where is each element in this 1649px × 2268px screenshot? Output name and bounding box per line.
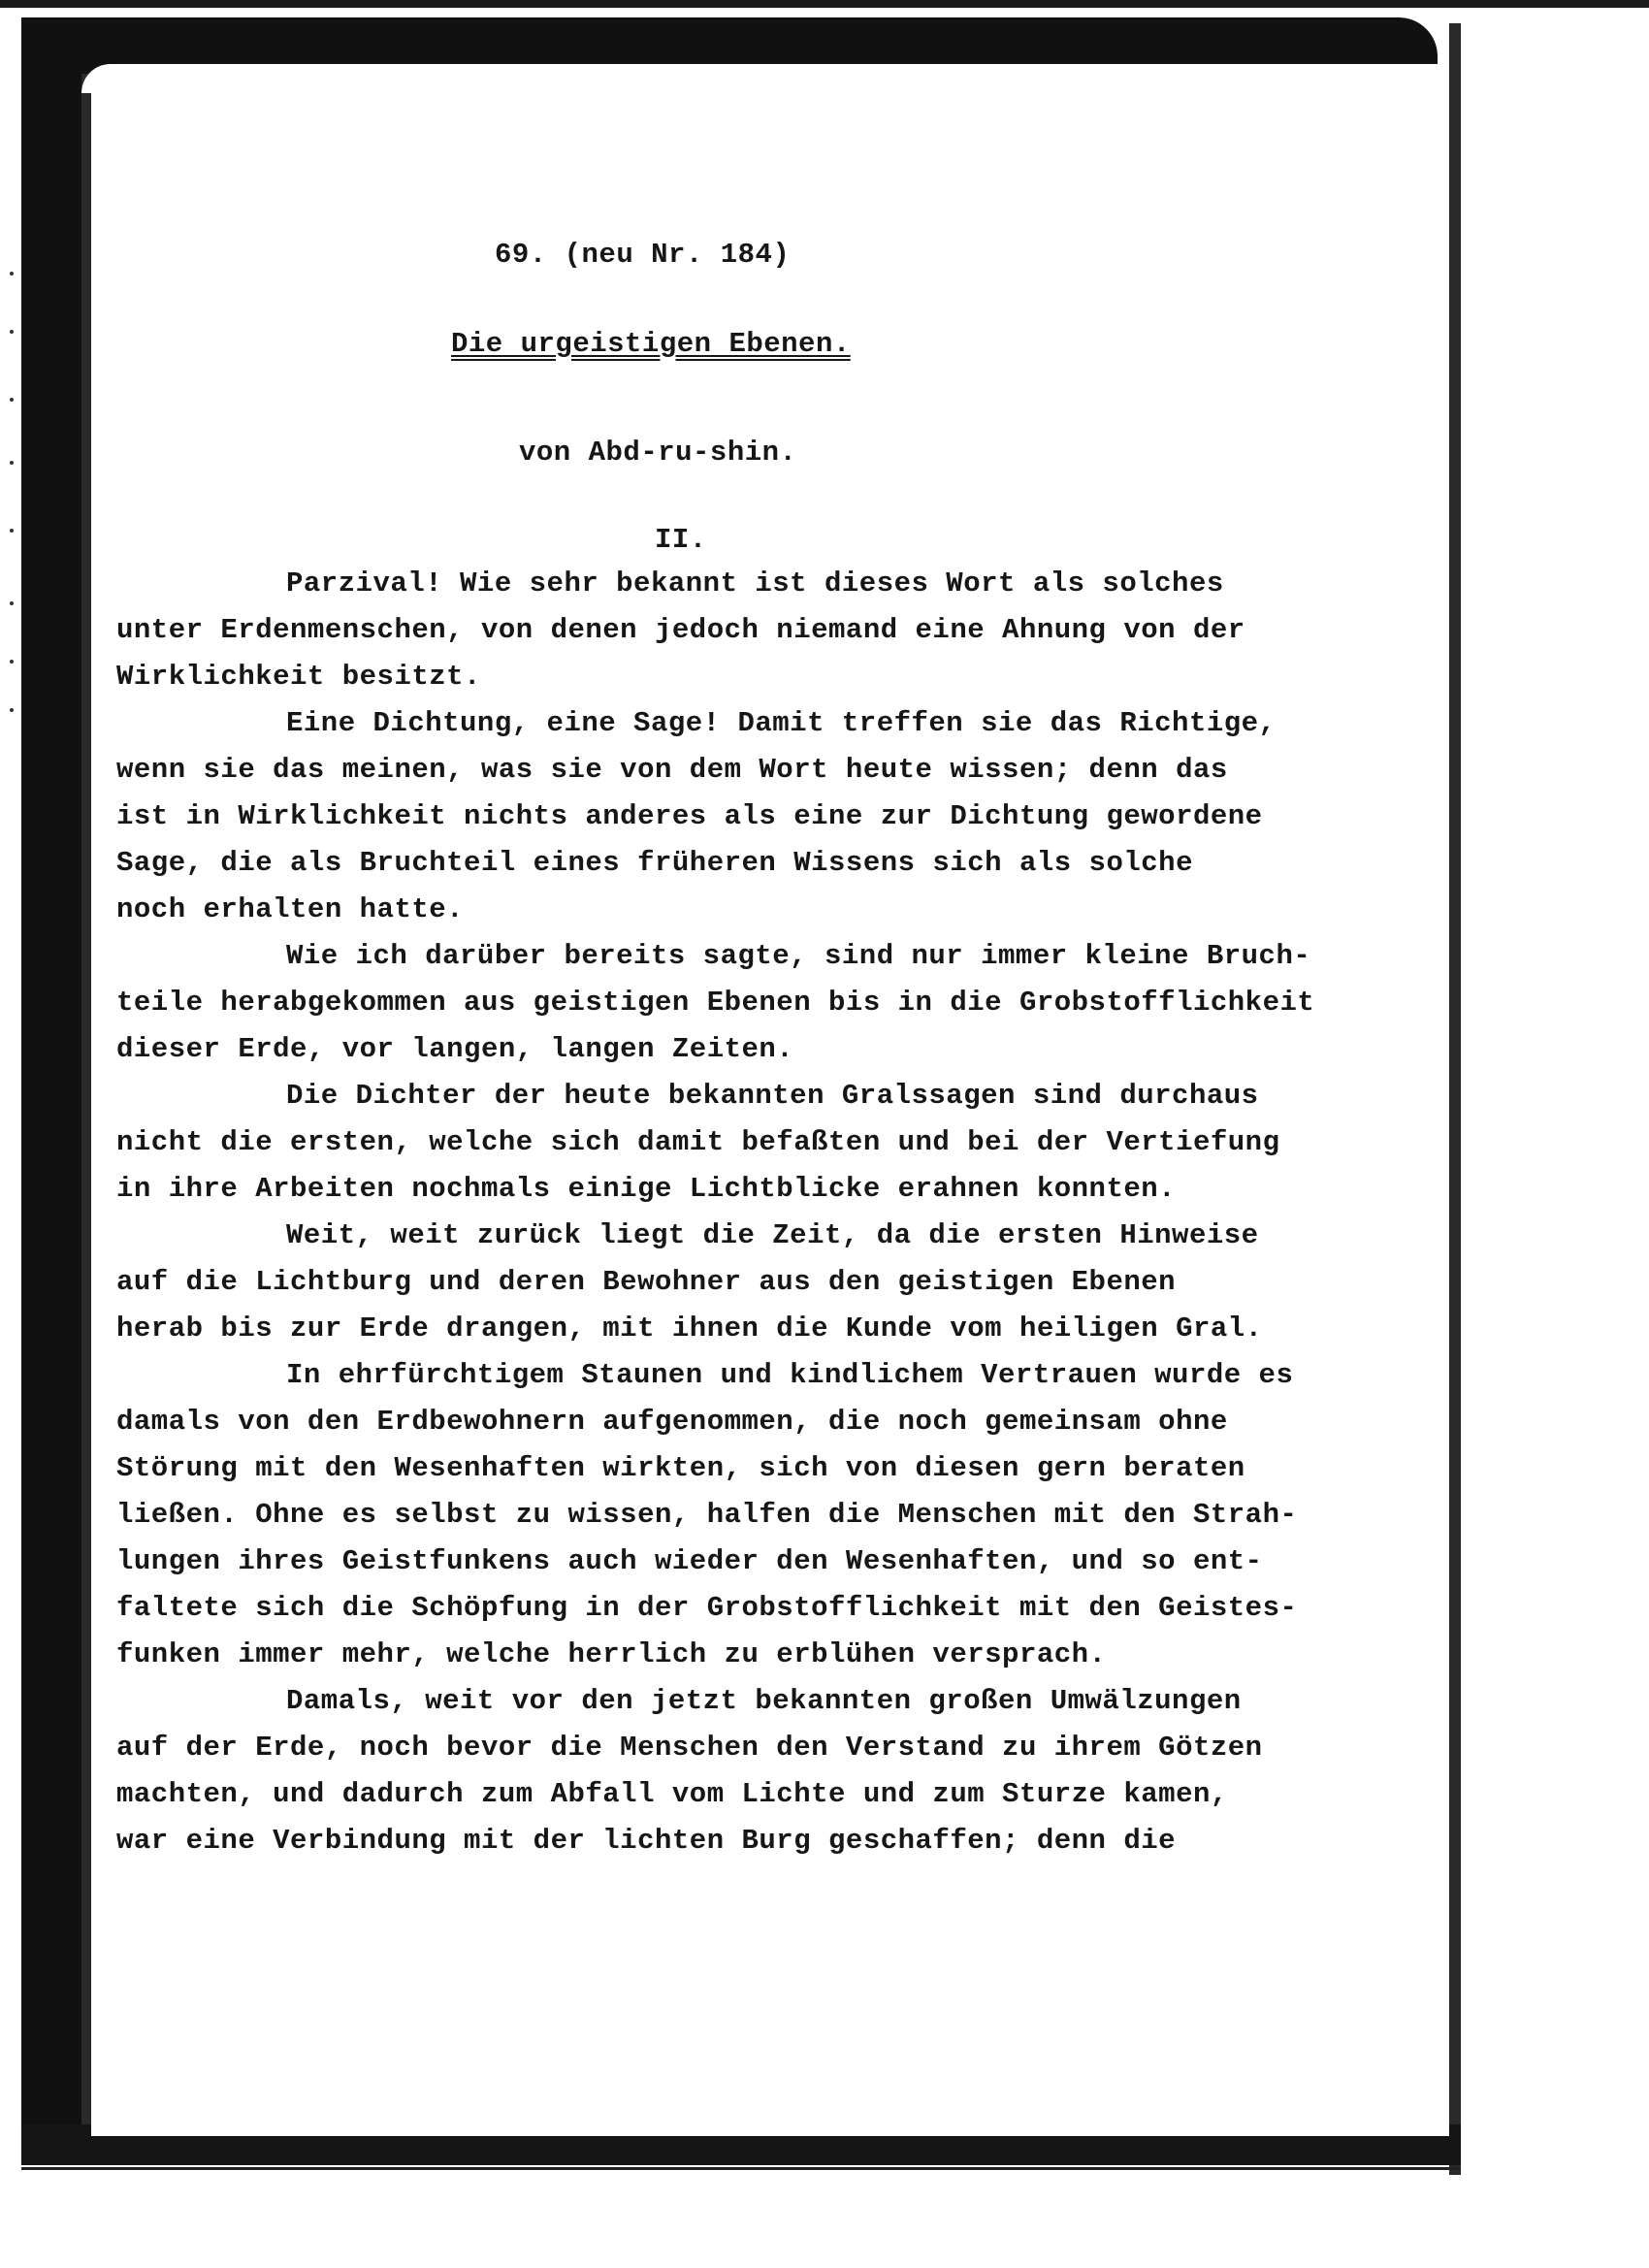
text-line: funken immer mehr, welche herrlich zu erblühen versprach. (116, 1638, 1107, 1670)
body-text (116, 567, 1416, 1871)
text-line: Sage, die als Bruchteil eines früheren Wissens sich als solche (116, 847, 1193, 879)
scan-edge-left (21, 17, 81, 2156)
text-line: faltete sich die Schöpfung in der Grobstofflichkeit mit den Geistes- (116, 1592, 1298, 1624)
author-line: von Abd-ru-shin. (519, 437, 797, 469)
scan-edge-right (1449, 23, 1461, 2175)
text-line: noch erhalten hatte. (116, 893, 465, 925)
text-line: machten, und dadurch zum Abfall vom Lichte und zum Sturze kamen, (116, 1778, 1228, 1810)
paper-corner (81, 64, 1459, 93)
text-line: wenn sie das meinen, was sie von dem Wort heute wissen; denn das (116, 754, 1228, 786)
text-line: auf die Lichtburg und deren Bewohner aus den geistigen Ebenen (116, 1266, 1177, 1298)
margin-marks (0, 78, 19, 757)
text-line: war eine Verbindung mit der lichten Burg geschaffen; denn die (116, 1825, 1177, 1857)
text-line: damals von den Erdbewohnern aufgenommen, die noch gemeinsam ohne (116, 1406, 1228, 1438)
text-line: Störung mit den Wesenhaften wirkten, sich von diesen gern beraten (116, 1452, 1245, 1484)
text-line: In ehrfürchtigem Staunen und kindlichem Vertrauen wurde es (286, 1359, 1294, 1391)
text-line: in ihre Arbeiten nochmals einige Lichtblicke erahnen konnten. (116, 1173, 1177, 1205)
text-line: ist in Wirklichkeit nichts anderes als eine zur Dichtung gewordene (116, 800, 1263, 832)
text-line: herab bis zur Erde drangen, mit ihnen die Kunde vom heiligen Gral. (116, 1312, 1263, 1345)
text-line: auf der Erde, noch bevor die Menschen den Verstand zu ihrem Götzen (116, 1732, 1263, 1764)
text-line: nicht die ersten, welche sich damit befaßten und bei der Vertiefung (116, 1126, 1280, 1158)
text-line: lungen ihres Geistfunkens auch wieder den Wesenhaften, und so ent- (116, 1545, 1263, 1577)
text-line: Eine Dichtung, eine Sage! Damit treffen sie das Richtige, (286, 707, 1277, 739)
text-line: Wirklichkeit besitzt. (116, 661, 481, 693)
scan-edge-bottom-line (21, 2167, 1461, 2170)
text-line: Wie ich darüber bereits sagte, sind nur immer kleine Bruch- (286, 940, 1311, 972)
paper-bottom (91, 2122, 1449, 2136)
text-line: unter Erdenmenschen, von denen jedoch niemand eine Ahnung von der (116, 614, 1245, 646)
section-number: II. (655, 524, 707, 556)
text-line: Parzival! Wie sehr bekannt ist dieses Wort als solches (286, 567, 1224, 599)
text-line: dieser Erde, vor langen, langen Zeiten. (116, 1033, 794, 1065)
text-line: Weit, weit zurück liegt die Zeit, da die ersten Hinweise (286, 1219, 1259, 1251)
text-line: Die Dichter der heute bekannten Gralssagen sind durchaus (286, 1080, 1259, 1112)
text-line: Damals, weit vor den jetzt bekannten großen Umwälzungen (286, 1685, 1242, 1717)
text-line: ließen. Ohne es selbst zu wissen, halfen die Menschen mit den Strah- (116, 1499, 1298, 1531)
scan-edge-top (0, 0, 1649, 8)
document-title: Die urgeistigen Ebenen. (451, 328, 851, 360)
scan-edge-left-inner (81, 17, 91, 2156)
document-number: 69. (neu Nr. 184) (495, 239, 791, 271)
text-line: teile herabgekommen aus geistigen Ebenen bis in die Grobstofflichkeit (116, 987, 1315, 1019)
